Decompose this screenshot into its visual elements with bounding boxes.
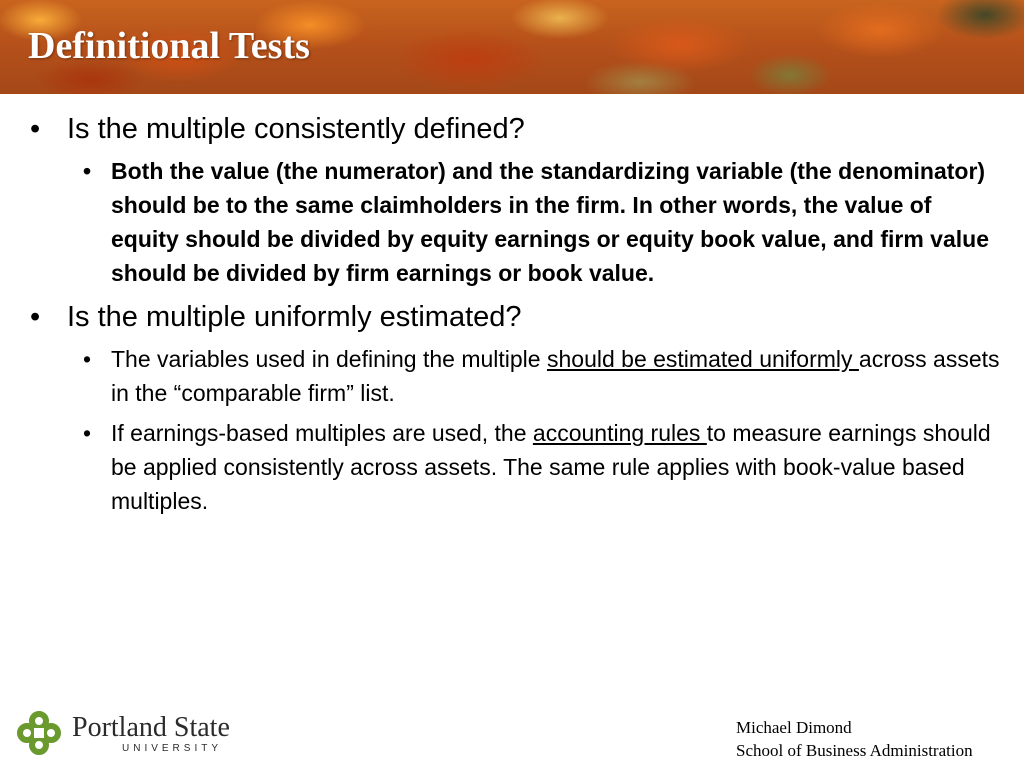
sub-bullet-text-after: across assets in the “comparable firm” list.	[111, 346, 1000, 406]
bullet-icon: •	[83, 346, 92, 372]
logo-wordmark: Portland State	[72, 712, 230, 743]
bullet-icon: •	[83, 158, 92, 184]
bullet-item-consistently-defined	[0, 108, 1024, 150]
author-name: Michael Dimond	[736, 718, 852, 737]
bullet-text: Is the multiple uniformly estimated?	[67, 301, 522, 333]
header-banner	[0, 0, 1024, 94]
bullet-icon: •	[83, 420, 92, 446]
sub-bullet-text: Both the value (the numerator) and the standardizing variable (the denominator) should be to the same claimholders in the firm. In other words, the value of equity should be divided by equity earnings or equity book value, and firm value should be divided by firm earnings or book value.	[111, 158, 989, 286]
bullet-icon: •	[30, 301, 41, 333]
sub-bullet-text-after: to measure earnings should be applied consistently across assets. The same rule applies with book-value based multiples.	[111, 420, 991, 514]
sub-bullet-same-claimholders	[0, 154, 1024, 290]
sub-bullet-text-before: The variables used in defining the multiple	[111, 346, 547, 372]
footer-credit	[736, 716, 973, 762]
slide-title: Definitional Tests	[28, 25, 310, 67]
bullet-icon: •	[30, 113, 41, 145]
sub-bullet-text-underlined: accounting rules	[532, 420, 707, 446]
bullet-item-uniformly-estimated	[0, 296, 1024, 338]
slide-body	[0, 108, 1024, 524]
psu-logo	[16, 710, 256, 760]
psu-green-knot-logo-icon	[16, 710, 62, 756]
sub-bullet-text-before: If earnings-based multiples are used, the	[111, 420, 533, 446]
school-name: School of Business Administration	[736, 741, 973, 760]
bullet-text: Is the multiple consistently defined?	[67, 113, 525, 145]
sub-bullet-accounting-rules	[0, 416, 1024, 518]
logo-subtitle: UNIVERSITY	[122, 743, 223, 754]
sub-bullet-text-underlined: should be estimated uniformly	[546, 346, 859, 372]
sub-bullet-variables-estimated	[0, 342, 1024, 410]
